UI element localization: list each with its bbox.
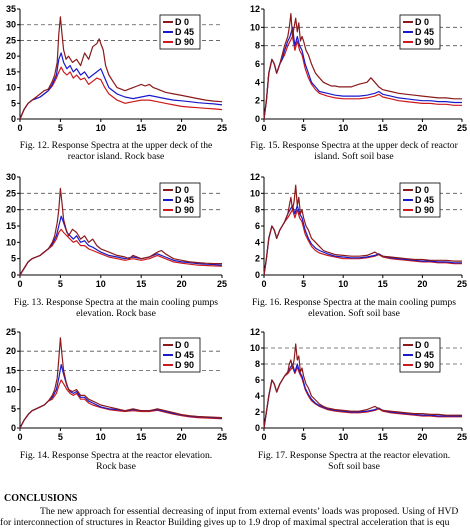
y-tick-label: 8 <box>254 359 260 369</box>
y-tick-label: 0 <box>254 114 260 124</box>
caption-line: elevation. Soft soil base <box>308 308 400 319</box>
figure-15-caption <box>238 140 470 162</box>
y-tick-label: 8 <box>254 40 260 51</box>
x-tick-label: 5 <box>57 432 63 442</box>
legend-label: D 0 <box>175 340 190 350</box>
x-tick-label: 20 <box>417 279 428 289</box>
legend <box>160 183 200 217</box>
x-tick-label: 25 <box>456 123 468 133</box>
y-tick-label: 0 <box>10 423 16 433</box>
y-tick-label: 8 <box>254 204 260 215</box>
y-tick-label: 5 <box>10 253 16 264</box>
y-tick-label: 10 <box>5 82 16 93</box>
y-tick-label: 4 <box>254 237 260 248</box>
conclusions-line-2 <box>0 517 470 528</box>
legend-label: D 90 <box>175 37 195 47</box>
figure-16-chart <box>244 173 468 291</box>
legend <box>400 15 440 49</box>
y-tick-label: 4 <box>254 391 260 401</box>
y-tick-label: 25 <box>5 188 16 199</box>
figure-17-chart <box>244 328 468 444</box>
x-tick-label: 15 <box>377 279 388 289</box>
legend <box>400 338 440 372</box>
series-line-d90 <box>20 67 222 119</box>
x-tick-label: 20 <box>176 123 187 133</box>
figure-12-caption <box>0 140 232 162</box>
chart-svg <box>244 328 468 444</box>
legend <box>160 338 200 372</box>
y-tick-label: 2 <box>254 407 260 417</box>
caption-line: Soft soil base <box>328 461 380 472</box>
x-tick-label: 0 <box>261 123 267 133</box>
legend-label: D 0 <box>175 185 190 195</box>
x-tick-label: 25 <box>216 279 228 289</box>
x-tick-label: 15 <box>377 123 388 133</box>
y-tick-label: 15 <box>5 66 16 77</box>
conclusions-heading: CONCLUSIONS <box>4 493 78 504</box>
conclusions-line-1 <box>0 506 470 517</box>
y-tick-label: 5 <box>10 403 16 414</box>
y-tick-label: 35 <box>5 4 16 14</box>
x-tick-label: 0 <box>17 432 23 442</box>
y-tick-label: 5 <box>10 98 16 109</box>
y-tick-label: 6 <box>254 221 260 231</box>
y-tick-label: 12 <box>249 327 260 337</box>
caption-line: island. Soft soil base <box>314 151 394 162</box>
legend-label: D 45 <box>415 195 435 205</box>
caption-line: Fig. 14. Response Spectra at the reactor elevation. <box>19 450 213 461</box>
x-tick-label: 5 <box>301 279 307 289</box>
legend-label: D 45 <box>175 27 195 37</box>
x-tick-label: 20 <box>176 432 187 442</box>
x-tick-label: 15 <box>136 279 147 289</box>
y-tick-label: 20 <box>5 51 16 62</box>
legend-label: D 45 <box>175 350 195 360</box>
x-tick-label: 0 <box>261 432 267 442</box>
y-tick-label: 12 <box>249 4 260 14</box>
x-tick-label: 10 <box>338 279 349 289</box>
caption-line: elevation. Rock base <box>76 308 156 319</box>
x-tick-label: 10 <box>338 123 349 133</box>
y-tick-label: 10 <box>249 343 260 353</box>
chart-svg <box>0 173 228 291</box>
x-tick-label: 0 <box>17 279 23 289</box>
y-tick-label: 30 <box>5 172 16 182</box>
x-tick-label: 10 <box>338 432 349 442</box>
y-tick-label: 20 <box>5 204 16 215</box>
caption-line: Fig. 16. Response Spectra at the main cooling pumps <box>251 297 457 308</box>
legend-label: D 90 <box>175 360 195 370</box>
legend <box>400 183 440 217</box>
legend-label: D 90 <box>415 37 435 47</box>
x-tick-label: 5 <box>57 279 63 289</box>
caption-line: Rock base <box>96 461 136 472</box>
y-tick-label: 6 <box>254 375 260 385</box>
y-tick-label: 0 <box>254 270 260 280</box>
x-tick-label: 20 <box>417 432 428 442</box>
x-tick-label: 5 <box>301 123 307 133</box>
x-tick-label: 25 <box>456 279 468 289</box>
chart-svg <box>0 328 228 444</box>
legend-label: D 0 <box>415 185 430 195</box>
figure-12-chart <box>0 5 228 135</box>
caption-line: Fig. 17. Response Spectra at the reactor elevation. <box>257 450 451 461</box>
y-tick-label: 10 <box>249 188 260 199</box>
x-tick-label: 5 <box>301 432 307 442</box>
figure-17-caption <box>238 450 470 472</box>
legend-label: D 90 <box>415 360 435 370</box>
y-tick-label: 0 <box>10 114 16 124</box>
caption-line: reactor island. Rock base <box>67 151 165 162</box>
y-tick-label: 15 <box>5 221 16 231</box>
x-tick-label: 10 <box>95 279 106 289</box>
figure-14-caption <box>0 450 232 472</box>
series-line-d90 <box>20 380 222 428</box>
x-tick-label: 25 <box>456 432 468 442</box>
figure-15-chart <box>244 5 468 135</box>
legend-label: D 45 <box>415 27 435 37</box>
series-line-d45 <box>20 365 222 428</box>
conclusions-text: The new approach for essential decreasing of input from external events’ loads was proposed. Using of HVD <box>40 506 459 517</box>
y-tick-label: 2 <box>254 95 260 106</box>
series-line-d90 <box>264 367 462 428</box>
caption-line: Fig. 15. Response Spectra at the upper deck of reactor <box>250 140 458 151</box>
legend-label: D 90 <box>175 205 195 215</box>
y-tick-label: 2 <box>254 253 260 264</box>
y-tick-label: 25 <box>5 35 16 46</box>
x-tick-label: 0 <box>261 279 267 289</box>
x-tick-label: 5 <box>57 123 63 133</box>
figure-13-chart <box>0 173 228 291</box>
y-tick-label: 20 <box>5 346 16 357</box>
series-line-d45 <box>264 364 462 428</box>
y-tick-label: 25 <box>5 327 16 337</box>
x-tick-label: 15 <box>377 432 388 442</box>
y-tick-label: 30 <box>5 19 16 30</box>
legend-label: D 45 <box>415 350 435 360</box>
legend-label: D 90 <box>415 205 435 215</box>
chart-svg <box>244 5 468 135</box>
legend-label: D 0 <box>415 340 430 350</box>
x-tick-label: 0 <box>17 123 23 133</box>
x-tick-label: 15 <box>136 123 147 133</box>
x-tick-label: 25 <box>216 432 228 442</box>
figure-16-caption <box>238 297 470 319</box>
caption-line: Fig. 12. Response Spectra at the upper deck of the <box>19 140 213 151</box>
figure-13-caption <box>0 297 232 319</box>
series-line-d90 <box>264 210 462 275</box>
caption-line: Fig. 13. Response Spectra at the main cooling pumps <box>13 297 219 308</box>
conclusions-body <box>0 506 470 531</box>
legend-label: D 0 <box>415 17 430 27</box>
y-tick-label: 15 <box>5 365 16 376</box>
chart-svg <box>0 5 228 135</box>
x-tick-label: 25 <box>216 123 228 133</box>
y-tick-label: 12 <box>249 172 260 182</box>
x-tick-label: 10 <box>95 123 106 133</box>
x-tick-label: 20 <box>176 279 187 289</box>
legend <box>160 15 200 49</box>
series-line-d90 <box>20 229 222 275</box>
y-tick-label: 6 <box>254 59 260 69</box>
x-tick-label: 20 <box>417 123 428 133</box>
x-tick-label: 10 <box>95 432 106 442</box>
figure-14-chart <box>0 328 228 444</box>
conclusions-text: for interconnection of structures in Reactor Building gives up to 1.9 drop of maximal spectral acceleration that is equ <box>0 517 450 528</box>
y-tick-label: 10 <box>5 384 16 395</box>
legend-label: D 45 <box>175 195 195 205</box>
x-tick-label: 15 <box>136 432 147 442</box>
legend-label: D 0 <box>175 17 190 27</box>
y-tick-label: 0 <box>254 423 260 433</box>
y-tick-label: 4 <box>254 77 260 88</box>
y-tick-label: 10 <box>249 22 260 33</box>
y-tick-label: 0 <box>10 270 16 280</box>
y-tick-label: 10 <box>5 237 16 248</box>
chart-svg <box>244 173 468 291</box>
